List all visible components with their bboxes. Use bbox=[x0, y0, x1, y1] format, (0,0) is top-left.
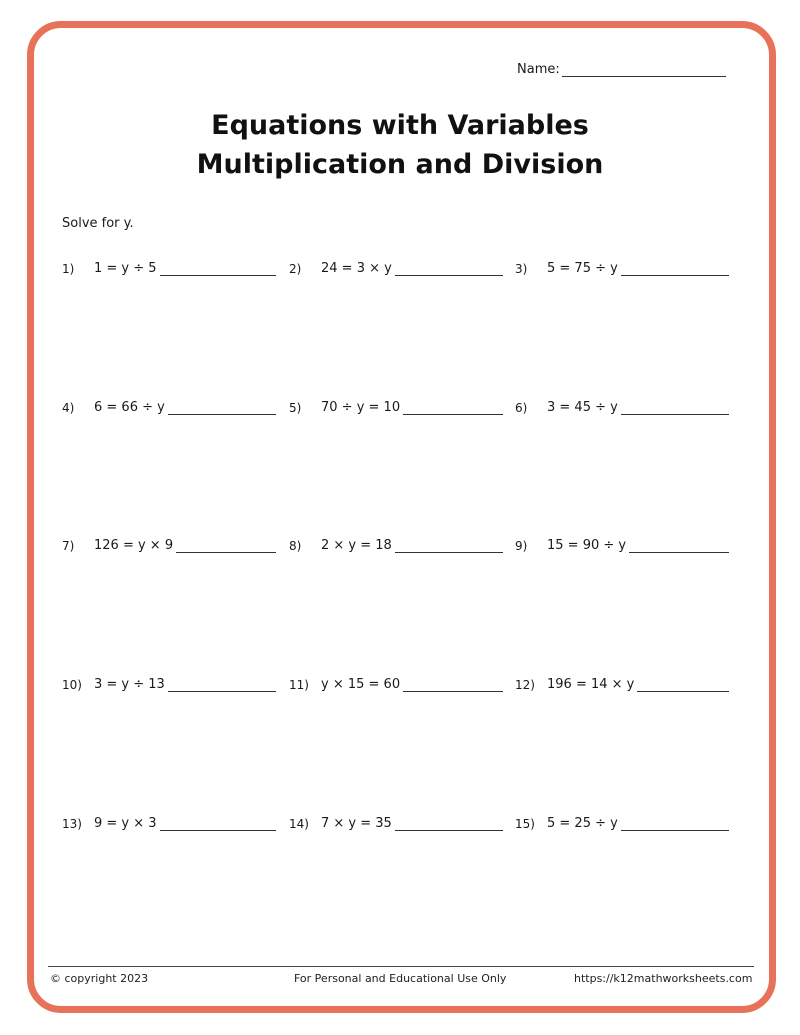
problem-number: 3) bbox=[515, 262, 528, 276]
name-label: Name: bbox=[517, 62, 560, 77]
problem-equation: 9 = y × 3 bbox=[94, 816, 157, 831]
problem-number: 1) bbox=[62, 262, 75, 276]
answer-line[interactable] bbox=[395, 816, 503, 831]
problem-number: 8) bbox=[289, 539, 302, 553]
instructions: Solve for y. bbox=[62, 216, 134, 231]
problem-15 bbox=[515, 811, 729, 831]
problem-equation: 3 = 45 ÷ y bbox=[547, 400, 618, 415]
problem-5 bbox=[289, 395, 503, 415]
answer-line[interactable] bbox=[168, 677, 276, 692]
problem-number: 7) bbox=[62, 539, 75, 553]
problem-equation: 7 × y = 35 bbox=[321, 816, 392, 831]
problem-number: 15) bbox=[515, 817, 535, 831]
problem-number: 12) bbox=[515, 678, 535, 692]
problem-equation: 15 = 90 ÷ y bbox=[547, 538, 627, 553]
problem-number: 4) bbox=[62, 401, 75, 415]
problem-equation: 5 = 75 ÷ y bbox=[547, 261, 618, 276]
answer-line[interactable] bbox=[160, 261, 276, 276]
problem-14 bbox=[289, 811, 503, 831]
problem-6 bbox=[515, 395, 729, 415]
problem-12 bbox=[515, 672, 729, 692]
problem-equation: 5 = 25 ÷ y bbox=[547, 816, 618, 831]
problem-equation: y × 15 = 60 bbox=[321, 677, 401, 692]
worksheet-title bbox=[0, 106, 800, 184]
problem-equation: 24 = 3 × y bbox=[321, 261, 392, 276]
problem-3 bbox=[515, 256, 729, 276]
problem-number: 14) bbox=[289, 817, 309, 831]
answer-line[interactable] bbox=[168, 400, 276, 415]
answer-line[interactable] bbox=[621, 400, 729, 415]
problem-10 bbox=[62, 672, 276, 692]
problem-equation: 196 = 14 × y bbox=[547, 677, 635, 692]
footer-divider bbox=[48, 966, 754, 967]
answer-line[interactable] bbox=[160, 816, 276, 831]
problem-equation: 2 × y = 18 bbox=[321, 538, 392, 553]
problem-number: 10) bbox=[62, 678, 82, 692]
footer-copyright: © copyright 2023 bbox=[50, 972, 149, 985]
problem-number: 9) bbox=[515, 539, 528, 553]
problem-9 bbox=[515, 533, 729, 553]
answer-line[interactable] bbox=[395, 538, 503, 553]
problem-number: 6) bbox=[515, 401, 528, 415]
name-field bbox=[517, 62, 726, 77]
answer-line[interactable] bbox=[621, 261, 729, 276]
problem-equation: 3 = y ÷ 13 bbox=[94, 677, 165, 692]
problem-equation: 70 ÷ y = 10 bbox=[321, 400, 401, 415]
answer-line[interactable] bbox=[629, 538, 729, 553]
footer-url[interactable]: https://k12mathworksheets.com bbox=[574, 972, 753, 985]
problem-13 bbox=[62, 811, 276, 831]
answer-line[interactable] bbox=[176, 538, 276, 553]
answer-line[interactable] bbox=[403, 400, 503, 415]
answer-line[interactable] bbox=[403, 677, 503, 692]
problem-8 bbox=[289, 533, 503, 553]
problem-number: 5) bbox=[289, 401, 302, 415]
problem-11 bbox=[289, 672, 503, 692]
problem-4 bbox=[62, 395, 276, 415]
problem-7 bbox=[62, 533, 276, 553]
problem-equation: 126 = y × 9 bbox=[94, 538, 174, 553]
problem-equation: 1 = y ÷ 5 bbox=[94, 261, 157, 276]
problem-1 bbox=[62, 256, 276, 276]
title-line-2: Multiplication and Division bbox=[196, 149, 604, 180]
problem-number: 2) bbox=[289, 262, 302, 276]
name-line[interactable] bbox=[562, 62, 726, 77]
problem-number: 11) bbox=[289, 678, 309, 692]
answer-line[interactable] bbox=[621, 816, 729, 831]
problem-equation: 6 = 66 ÷ y bbox=[94, 400, 165, 415]
footer-usage: For Personal and Educational Use Only bbox=[294, 972, 507, 985]
problem-number: 13) bbox=[62, 817, 82, 831]
title-line-1: Equations with Variables bbox=[211, 110, 589, 141]
answer-line[interactable] bbox=[637, 677, 729, 692]
answer-line[interactable] bbox=[395, 261, 503, 276]
problem-2 bbox=[289, 256, 503, 276]
